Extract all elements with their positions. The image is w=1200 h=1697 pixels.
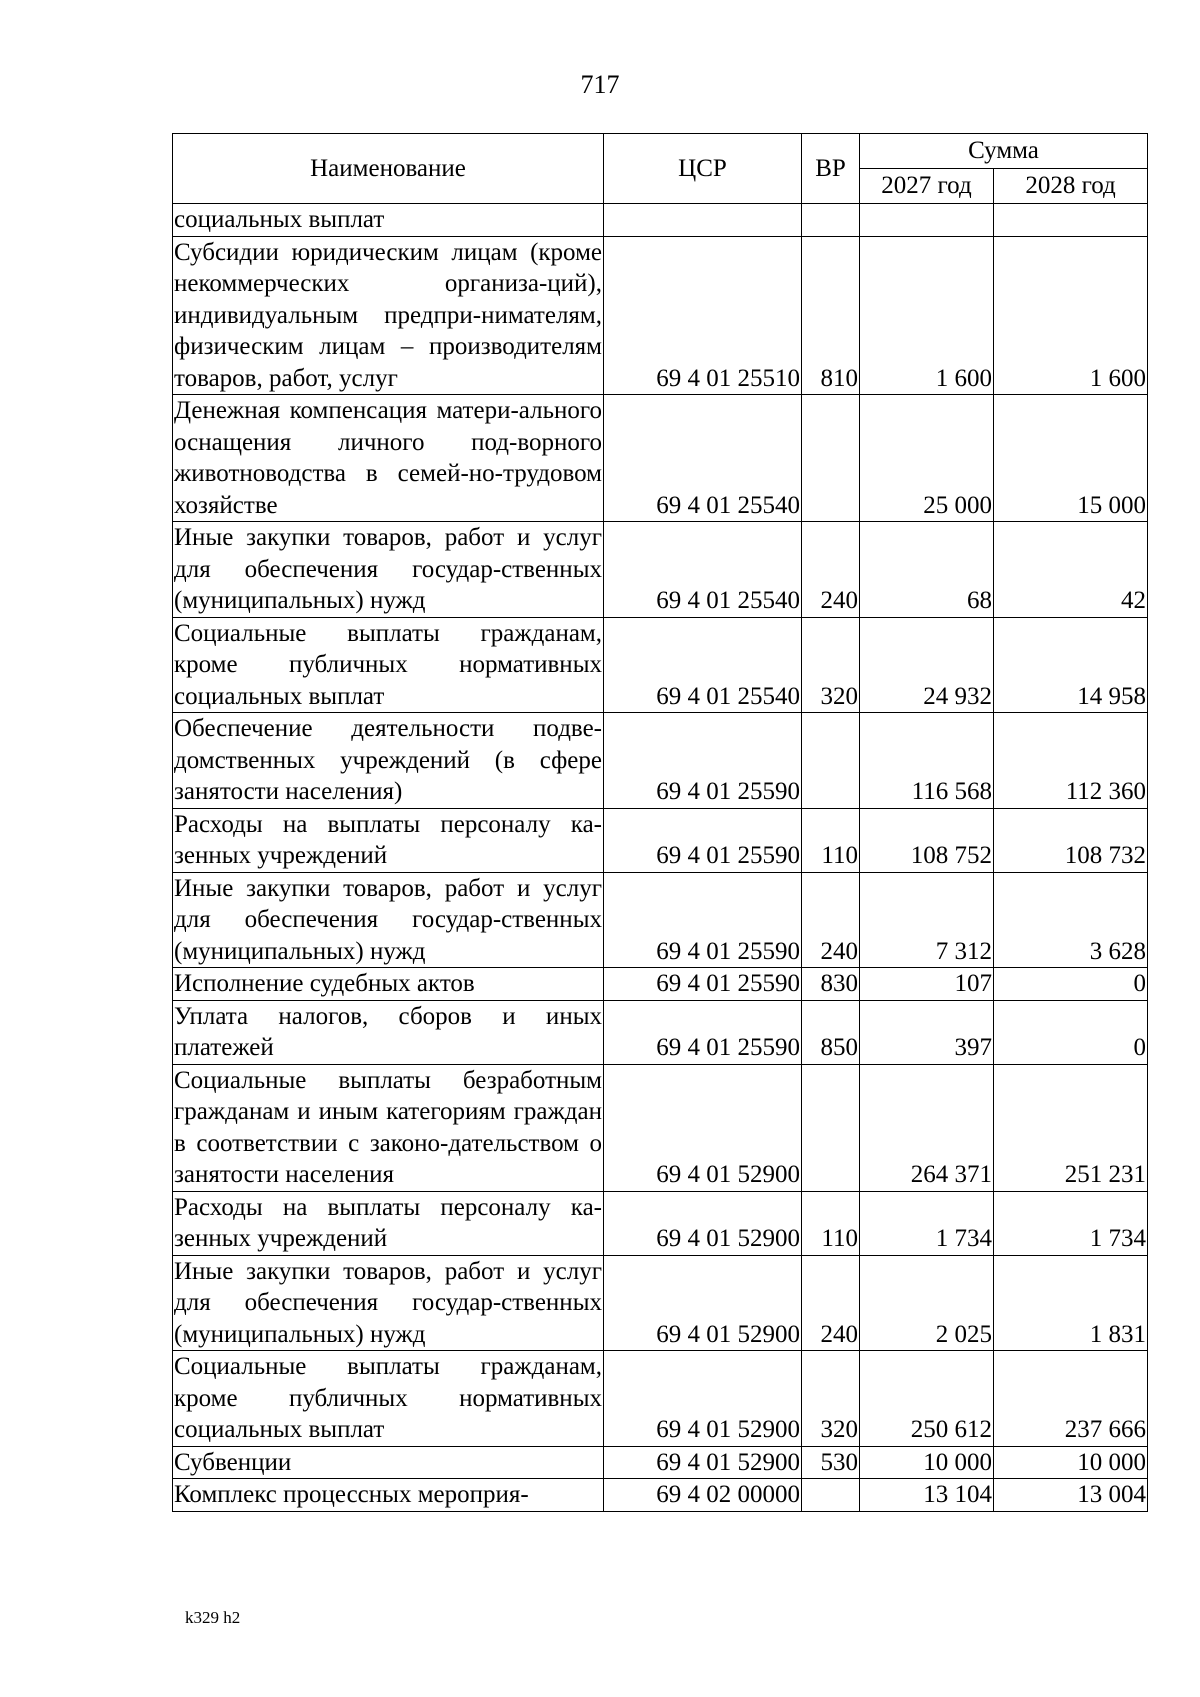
table-row [173, 395, 1148, 522]
row-csr-cell: 69 4 01 52900 [604, 1064, 802, 1191]
row-csr-cell: 69 4 01 52900 [604, 1446, 802, 1479]
row-amount-2028-cell: 237 666 [994, 1351, 1148, 1447]
table-row [173, 1191, 1148, 1255]
row-csr-cell: 69 4 02 00000 [604, 1479, 802, 1512]
row-csr-cell: 69 4 01 25590 [604, 808, 802, 872]
header-csr: ЦСР [604, 134, 802, 204]
row-vr-cell: 530 [802, 1446, 860, 1479]
row-amount-2028-cell [994, 204, 1148, 237]
row-name-cell: Комплекс процессных мероприя- [173, 1479, 604, 1512]
table-row [173, 617, 1148, 713]
row-name-cell: Расходы на выплаты персоналу ка-зенных учреждений [173, 1191, 604, 1255]
row-name-cell: Обеспечение деятельности подве-домственных учреждений (в сфере занятости населения) [173, 713, 604, 809]
page-number: 717 [580, 70, 620, 99]
row-vr-cell: 240 [802, 1255, 860, 1351]
row-csr-cell: 69 4 01 25590 [604, 968, 802, 1001]
row-csr-cell [604, 204, 802, 237]
row-amount-2027-cell [860, 204, 994, 237]
row-name-cell: социальных выплат [173, 204, 604, 237]
table-row [173, 1446, 1148, 1479]
table-row [173, 1000, 1148, 1064]
row-amount-2027-cell: 107 [860, 968, 994, 1001]
row-vr-cell: 830 [802, 968, 860, 1001]
row-amount-2028-cell: 42 [994, 522, 1148, 618]
row-csr-cell: 69 4 01 52900 [604, 1255, 802, 1351]
row-name-cell: Исполнение судебных актов [173, 968, 604, 1001]
row-vr-cell [802, 1479, 860, 1512]
row-amount-2027-cell: 1 600 [860, 236, 994, 395]
row-amount-2028-cell: 3 628 [994, 872, 1148, 968]
header-year-2027: 2027 год [860, 169, 994, 204]
row-vr-cell [802, 395, 860, 522]
row-amount-2027-cell: 13 104 [860, 1479, 994, 1512]
row-amount-2027-cell: 108 752 [860, 808, 994, 872]
table-row [173, 872, 1148, 968]
row-amount-2027-cell: 2 025 [860, 1255, 994, 1351]
row-amount-2027-cell: 68 [860, 522, 994, 618]
table-row [173, 204, 1148, 237]
row-amount-2028-cell: 0 [994, 968, 1148, 1001]
row-vr-cell [802, 204, 860, 237]
row-amount-2027-cell: 24 932 [860, 617, 994, 713]
row-csr-cell: 69 4 01 52900 [604, 1191, 802, 1255]
row-amount-2028-cell: 112 360 [994, 713, 1148, 809]
row-name-cell: Иные закупки товаров, работ и услуг для обеспечения государ-ственных (муниципальных) нужд [173, 522, 604, 618]
row-amount-2028-cell: 108 732 [994, 808, 1148, 872]
row-csr-cell: 69 4 01 25540 [604, 522, 802, 618]
row-name-cell: Субсидии юридическим лицам (кроме некоммерческих организа-ций), индивидуальным предпри-нимателям, физическим лицам – производителям товаров, работ, услуг [173, 236, 604, 395]
row-name-cell: Уплата налогов, сборов и иных платежей [173, 1000, 604, 1064]
row-amount-2027-cell: 116 568 [860, 713, 994, 809]
row-vr-cell: 110 [802, 1191, 860, 1255]
header-year-2028: 2028 год [994, 169, 1148, 204]
row-name-cell: Социальные выплаты гражданам, кроме публичных нормативных социальных выплат [173, 617, 604, 713]
row-csr-cell: 69 4 01 25510 [604, 236, 802, 395]
row-vr-cell: 240 [802, 522, 860, 618]
table-row [173, 522, 1148, 618]
row-amount-2028-cell: 13 004 [994, 1479, 1148, 1512]
row-name-cell: Субвенции [173, 1446, 604, 1479]
table-row [173, 1351, 1148, 1447]
row-vr-cell: 320 [802, 1351, 860, 1447]
row-amount-2028-cell: 14 958 [994, 617, 1148, 713]
row-amount-2027-cell: 397 [860, 1000, 994, 1064]
row-amount-2028-cell: 15 000 [994, 395, 1148, 522]
header-sum: Сумма [860, 134, 1148, 169]
row-vr-cell: 240 [802, 872, 860, 968]
row-name-cell: Денежная компенсация матери-ального оснащения личного под-ворного животноводства в семей-но-трудовом хозяйстве [173, 395, 604, 522]
row-name-cell: Иные закупки товаров, работ и услуг для обеспечения государ-ственных (муниципальных) нужд [173, 1255, 604, 1351]
row-vr-cell [802, 713, 860, 809]
header-vr: ВР [802, 134, 860, 204]
row-csr-cell: 69 4 01 25540 [604, 395, 802, 522]
row-amount-2027-cell: 264 371 [860, 1064, 994, 1191]
row-amount-2027-cell: 250 612 [860, 1351, 994, 1447]
table-body [173, 204, 1148, 1512]
row-csr-cell: 69 4 01 25590 [604, 872, 802, 968]
table-row [173, 713, 1148, 809]
row-amount-2027-cell: 10 000 [860, 1446, 994, 1479]
row-csr-cell: 69 4 01 52900 [604, 1351, 802, 1447]
table-row [173, 1255, 1148, 1351]
row-csr-cell: 69 4 01 25540 [604, 617, 802, 713]
row-vr-cell: 320 [802, 617, 860, 713]
budget-table [172, 133, 1148, 1512]
row-amount-2028-cell: 251 231 [994, 1064, 1148, 1191]
row-amount-2028-cell: 1 600 [994, 236, 1148, 395]
footer-code: k329 h2 [185, 1608, 241, 1627]
table-row [173, 808, 1148, 872]
table-row [173, 968, 1148, 1001]
row-vr-cell: 850 [802, 1000, 860, 1064]
row-vr-cell [802, 1064, 860, 1191]
row-amount-2028-cell: 1 734 [994, 1191, 1148, 1255]
row-name-cell: Социальные выплаты безработным гражданам и иным категориям граждан в соответствии с законо-дательством о занятости населения [173, 1064, 604, 1191]
row-amount-2027-cell: 25 000 [860, 395, 994, 522]
row-vr-cell: 110 [802, 808, 860, 872]
row-amount-2027-cell: 7 312 [860, 872, 994, 968]
table-row [173, 236, 1148, 395]
row-name-cell: Социальные выплаты гражданам, кроме публичных нормативных социальных выплат [173, 1351, 604, 1447]
row-amount-2028-cell: 10 000 [994, 1446, 1148, 1479]
table-row [173, 1064, 1148, 1191]
row-amount-2028-cell: 0 [994, 1000, 1148, 1064]
row-amount-2027-cell: 1 734 [860, 1191, 994, 1255]
row-vr-cell: 810 [802, 236, 860, 395]
table-row [173, 1479, 1148, 1512]
row-amount-2028-cell: 1 831 [994, 1255, 1148, 1351]
row-csr-cell: 69 4 01 25590 [604, 1000, 802, 1064]
row-name-cell: Расходы на выплаты персоналу ка-зенных учреждений [173, 808, 604, 872]
row-csr-cell: 69 4 01 25590 [604, 713, 802, 809]
header-name: Наименование [173, 134, 604, 204]
row-name-cell: Иные закупки товаров, работ и услуг для обеспечения государ-ственных (муниципальных) нужд [173, 872, 604, 968]
